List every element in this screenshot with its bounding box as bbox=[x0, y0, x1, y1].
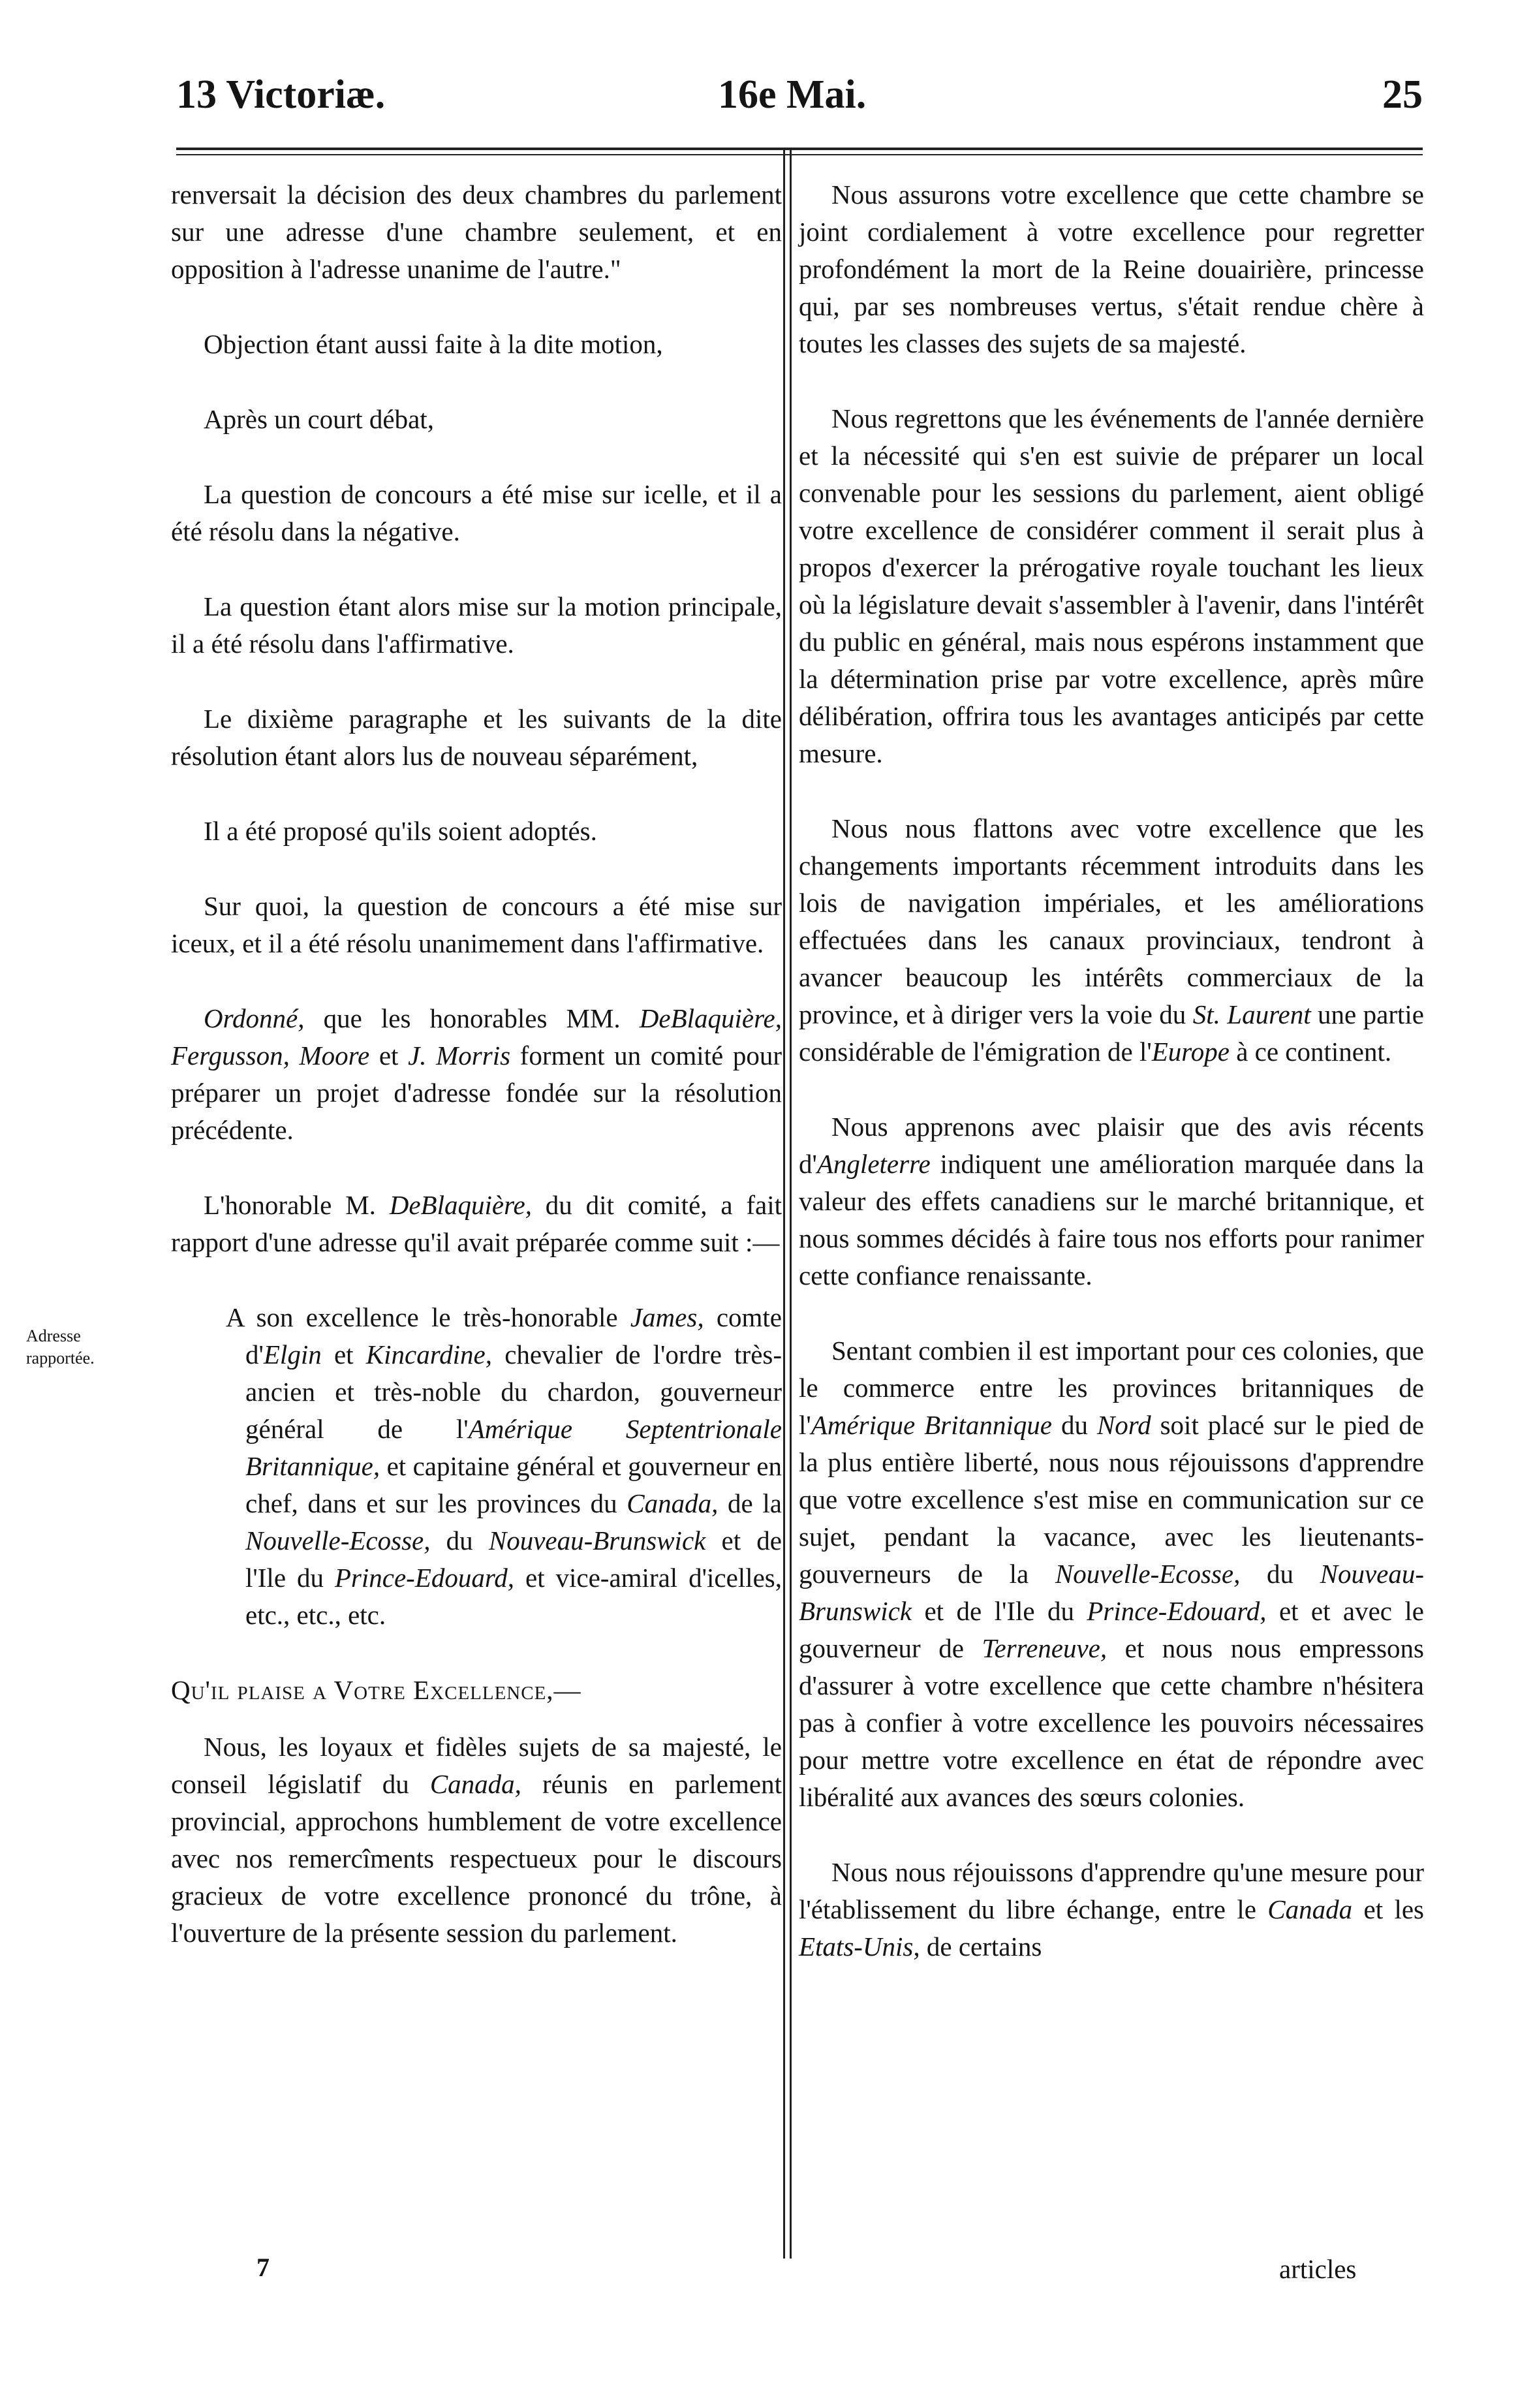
text-segment: chevalier de l'ordre très-ancien et très-noble du chardon, gouverneur général de l' bbox=[245, 1339, 782, 1444]
place-name: Europe bbox=[1151, 1037, 1230, 1067]
right-column bbox=[799, 176, 1424, 2278]
text-segment: du dit comité, a fait rapport d'une adresse qu'il avait préparée comme suit :— bbox=[171, 1190, 782, 1257]
left-paragraph-address-body bbox=[171, 1728, 782, 1952]
text-segment: du bbox=[1052, 1410, 1097, 1440]
left-paragraph-8: Sur quoi, la question de concours a été mise sur iceux, et il a été résolu unanimement dans l'affirmative. bbox=[171, 891, 782, 958]
page-header bbox=[176, 72, 1423, 131]
text-segment: que les honorables MM. bbox=[304, 1003, 640, 1033]
text-segment: forment un comité pour préparer un projet d'adresse fondée sur la résolution précédente. bbox=[171, 1040, 782, 1145]
text-segment: soit placé sur le pied de la plus entière liberté, nous nous réjouissons d'apprendre que votre excellence s'est mise en communication sur ce sujet, pendant la vacance, avec les lieutenants-gouverneurs de la bbox=[799, 1410, 1424, 1589]
place-name: Canada, bbox=[627, 1488, 719, 1518]
header-page-number: 25 bbox=[1382, 72, 1423, 117]
left-paragraph-7: Il a été proposé qu'ils soient adoptés. bbox=[204, 816, 597, 846]
place-name: Prince-Edouard, bbox=[1087, 1596, 1267, 1626]
signature-number: 7 bbox=[256, 2253, 270, 2282]
header-rule-thick bbox=[176, 148, 1423, 150]
place-name: Kincardine, bbox=[365, 1339, 492, 1369]
salutation: Qu'il plaise a Votre Excellence,— bbox=[171, 1675, 581, 1705]
text-segment: et de l'Ile du bbox=[912, 1596, 1087, 1626]
place-name: Elgin bbox=[263, 1339, 322, 1369]
place-name: Angleterre bbox=[816, 1149, 931, 1179]
header-rule-thin bbox=[176, 154, 1423, 155]
header-date: 16e Mai. bbox=[718, 72, 867, 117]
member-name: DeBlaquière, bbox=[389, 1190, 532, 1220]
left-paragraph-rapport bbox=[171, 1187, 782, 1261]
place-name: St. Laurent bbox=[1192, 999, 1311, 1029]
margin-note: Adresse rapportée. bbox=[26, 1326, 95, 1368]
text-segment: L'honorable M. bbox=[204, 1190, 390, 1220]
left-paragraph-ordonne bbox=[171, 1000, 782, 1149]
text-segment: Nous apprenons avec plaisir que des avis récents d' bbox=[799, 1112, 1424, 1179]
place-name: Nouveau-Brunswick bbox=[488, 1525, 706, 1556]
text-segment: Nous, les loyaux et fidèles sujets de sa majesté, le conseil législatif du bbox=[171, 1732, 782, 1799]
place-name: James, bbox=[630, 1302, 704, 1332]
column-separator-left bbox=[783, 150, 785, 2259]
place-name: Nord bbox=[1096, 1410, 1151, 1440]
text-segment: du bbox=[1240, 1559, 1320, 1589]
header-left-title: 13 Victoriæ. bbox=[176, 72, 386, 117]
place-name: Nouveau-Brunswick bbox=[799, 1559, 1424, 1626]
right-paragraph-5 bbox=[799, 1332, 1424, 1816]
text-segment: et bbox=[369, 1040, 409, 1071]
text-segment: une partie considérable de l'émigration de l' bbox=[799, 999, 1425, 1067]
text-segment: Nous nous flattons avec votre excellence que les changements importants récemment introduits dans les lois de navigation impériales, et les améliorations effectuées dans les canaux provinciaux, tendront à avancer beaucoup les intérêts commerciaux de la province, et à diriger vers la voie du bbox=[799, 813, 1424, 1029]
place-name: Amérique Septentrionale Britannique, bbox=[245, 1414, 782, 1481]
text-segment: et nous nous empressons d'assurer à votre excellence que cette chambre n'hésitera pas à confier à votre excellence les pouvoirs nécessaires pour mettre votre excellence en état de répondre avec libéralité aux avances des sœurs colonies. bbox=[799, 1633, 1424, 1812]
right-paragraph-6 bbox=[799, 1854, 1424, 1965]
ordonne-word: Ordonné, bbox=[204, 1003, 305, 1033]
text-segment: de certains bbox=[920, 1931, 1042, 1962]
left-column bbox=[171, 176, 782, 2278]
place-name: Nouvelle-Ecosse, bbox=[1055, 1559, 1241, 1589]
place-name: Amérique Britannique bbox=[811, 1410, 1052, 1440]
catchword: articles bbox=[1279, 2254, 1357, 2284]
place-name: Prince-Edouard, bbox=[334, 1563, 515, 1593]
left-paragraph-6: Le dixième paragraphe et les suivants de la dite résolution étant alors lus de nouveau séparément, bbox=[171, 704, 782, 771]
place-name: Terreneuve, bbox=[982, 1633, 1107, 1663]
text-segment: du bbox=[430, 1525, 489, 1556]
text-segment: et et avec le gouverneur de bbox=[799, 1596, 1424, 1663]
right-paragraph-4 bbox=[799, 1108, 1424, 1294]
place-name: Canada, bbox=[429, 1769, 521, 1799]
left-paragraph-1: renversait la décision des deux chambres du parlement sur une adresse d'une chambre seulement, et en opposition à l'adresse unanime de l'autre." bbox=[171, 180, 782, 284]
text-segment: et les bbox=[1352, 1894, 1425, 1924]
place-name: Etats-Unis, bbox=[799, 1931, 920, 1962]
text-segment: et de l'Ile du bbox=[245, 1525, 782, 1593]
left-paragraph-2: Objection étant aussi faite à la dite motion, bbox=[204, 329, 663, 359]
right-paragraph-1: Nous assurons votre excellence que cette chambre se joint cordialement à votre excellence pour regretter profondément la mort de la Reine douairière, princesse qui, par ses nombreuses vertus, s'était rendue chère à toutes les classes des sujets de sa majesté. bbox=[799, 180, 1424, 358]
left-paragraph-4: La question de concours a été mise sur icelle, et il a été résolu dans la négative. bbox=[171, 479, 782, 546]
text-segment: Sentant combien il est important pour ces colonies, que le commerce entre les provinces britanniques de l' bbox=[799, 1336, 1424, 1440]
right-paragraph-3 bbox=[799, 810, 1424, 1071]
text-segment: A son excellence le très-honorable bbox=[226, 1302, 630, 1332]
text-segment: Nous nous réjouissons d'apprendre qu'une mesure pour l'établissement du libre échange, entre le bbox=[799, 1857, 1424, 1924]
member-name: J. Morris bbox=[408, 1040, 511, 1071]
place-name: Nouvelle-Ecosse, bbox=[245, 1525, 431, 1556]
text-segment: indiquent une amélioration marquée dans la valeur des effets canadiens sur le marché britannique, et nous sommes décidés à faire tous nos efforts pour ranimer cette confiance renaissante. bbox=[799, 1149, 1424, 1290]
text-segment: comte d' bbox=[245, 1302, 782, 1369]
text-segment: et capitaine général et gouverneur en chef, dans et sur les provinces du bbox=[245, 1451, 782, 1518]
text-segment: réunis en parlement provincial, approchons humblement de votre excellence avec nos remercîments respectueux pour le discours gracieux de votre excellence prononcé du trône, à l'ouverture de la présente session du parlement. bbox=[171, 1769, 782, 1948]
left-paragraph-5: La question étant alors mise sur la motion principale, il a été résolu dans l'affirmative. bbox=[171, 591, 782, 659]
text-segment: à ce continent. bbox=[1229, 1037, 1392, 1067]
member-names: DeBlaquière, Fergusson, Moore bbox=[171, 1003, 782, 1071]
right-paragraph-2: Nous regrettons que les événements de l'année dernière et la nécessité qui s'en est suivie de préparer un local convenable pour les sessions du parlement, aient obligé votre excellence de considérer comment il serait plus à propos d'exercer la prérogative royale touchant les lieux où la législature devait s'assembler à l'avenir, dans l'intérêt du public en général, mais nous espérons instamment que la détermination prise par votre excellence, après mûre délibération, offrira tous les avantages anticipés par cette mesure. bbox=[799, 403, 1424, 768]
column-separator-right bbox=[790, 150, 792, 2259]
text-segment: et bbox=[321, 1339, 366, 1369]
address-heading bbox=[226, 1299, 782, 1634]
text-segment: de la bbox=[718, 1488, 782, 1518]
place-name: Canada bbox=[1267, 1894, 1353, 1924]
left-paragraph-3: Après un court débat, bbox=[204, 404, 434, 434]
text-segment: et vice-amiral d'icelles, etc., etc., etc. bbox=[245, 1563, 782, 1630]
